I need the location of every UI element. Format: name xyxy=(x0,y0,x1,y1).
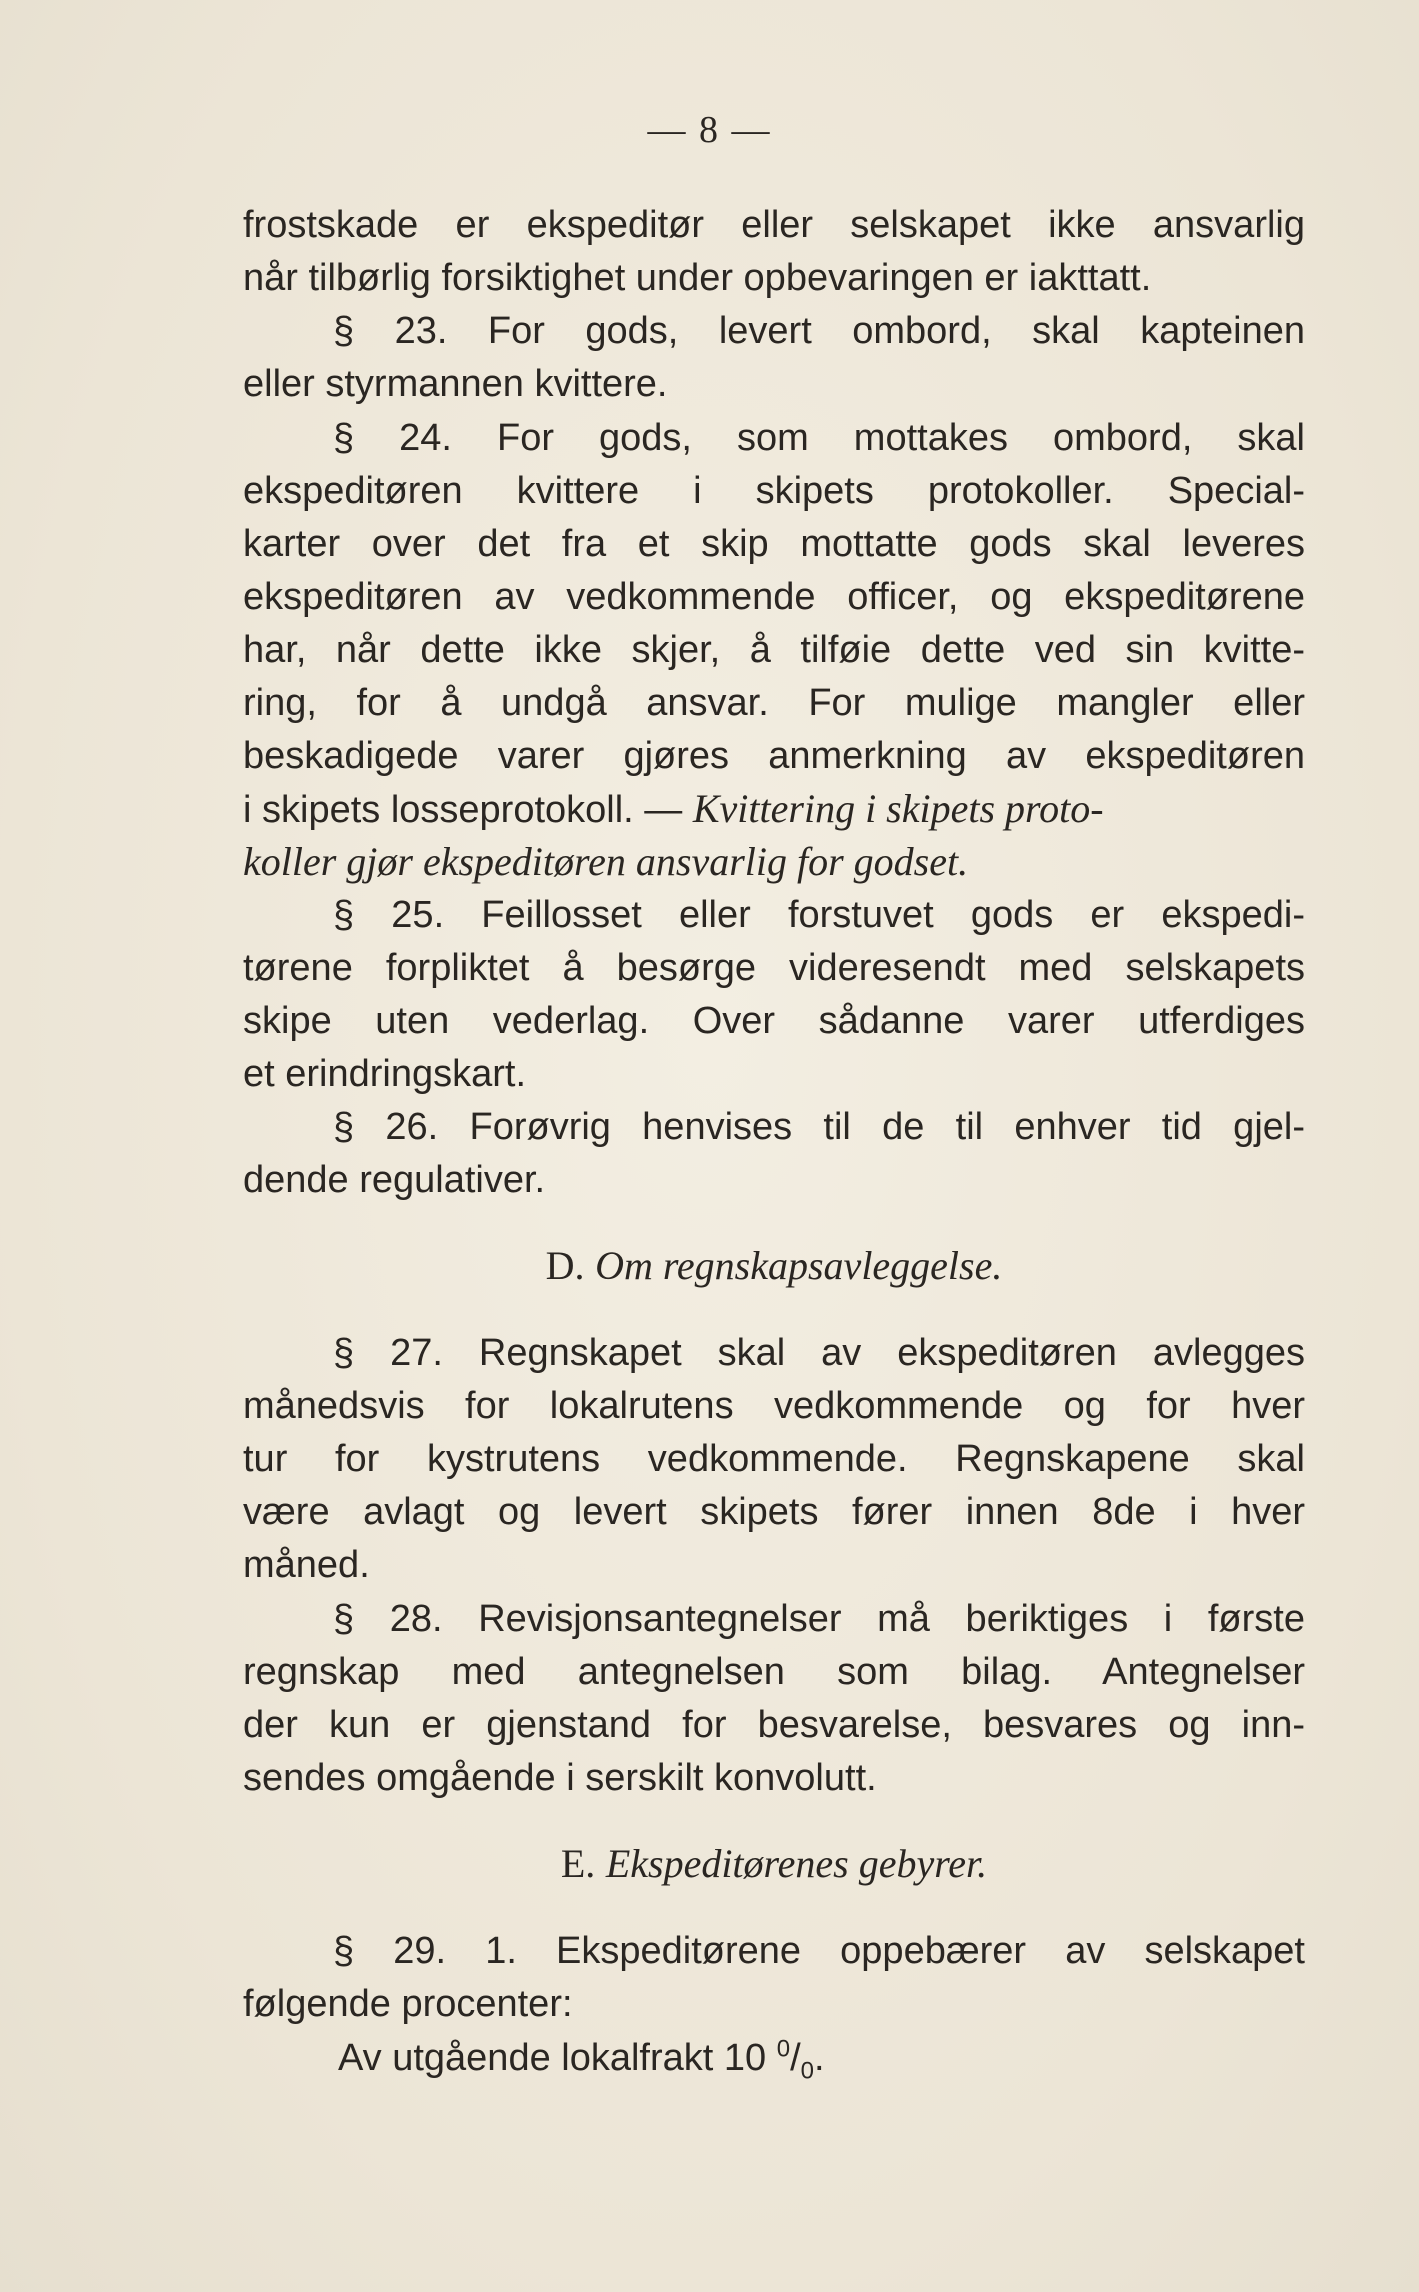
text-line: være avlagt og levert skipets fører innen 8de i hver xyxy=(243,1491,1305,1533)
text-line: frostskade er ekspeditør eller selskapet ikke ansvarlig xyxy=(243,204,1305,246)
section-heading-d xyxy=(243,1241,1305,1291)
text-line: måned. xyxy=(243,1544,370,1586)
text-span: Av utgående lokalfrakt 10 xyxy=(338,2037,767,2079)
italic-line: koller gjør ekspeditøren ansvarlig for godset. xyxy=(243,839,969,884)
section-heading-e xyxy=(243,1839,1305,1889)
text-line: ekspeditøren av vedkommende officer, og ekspeditørene xyxy=(243,576,1305,618)
text-line: eller styrmannen kvittere. xyxy=(243,363,668,405)
text-line: skipe uten vederlag. Over sådanne varer utferdiges xyxy=(243,1000,1305,1042)
text-line: følgende procenter: xyxy=(243,1983,573,2025)
text-line: når tilbørlig forsiktighet under opbevaringen er iakttatt. xyxy=(243,257,1152,299)
heading-title: Ekspeditørenes gebyrer. xyxy=(605,1841,988,1886)
text-span: i skipets losseprotokoll. — xyxy=(243,789,683,831)
page-number: — 8 — xyxy=(647,109,772,151)
text-line: har, når dette ikke skjer, å tilføie dette ved sin kvitte- xyxy=(243,629,1305,671)
section-23-line: § 23. For gods, levert ombord, skal kapteinen xyxy=(333,310,1305,352)
heading-title: Om regnskapsavleggelse. xyxy=(595,1243,1003,1288)
text-line: sendes omgående i serskilt konvolutt. xyxy=(243,1757,877,1799)
heading-letter: D. xyxy=(545,1243,585,1288)
text-line xyxy=(243,784,1305,834)
section-26-line: § 26. Forøvrig henvises til de til enhver tid gjel- xyxy=(333,1106,1305,1148)
text-line: dende regulativer. xyxy=(243,1159,546,1201)
text-line: der kun er gjenstand for besvarelse, besvares og inn- xyxy=(243,1704,1305,1746)
text-line: regnskap med antegnelsen som bilag. Antegnelser xyxy=(243,1651,1305,1693)
section-28-line: § 28. Revisjonsantegnelser må beriktiges i første xyxy=(333,1598,1305,1640)
percent-sign-bottom: 0 xyxy=(800,2057,814,2085)
text-line: beskadigede varer gjøres anmerkning av ekspeditøren xyxy=(243,735,1305,777)
section-29-line: § 29. 1. Ekspeditørene oppebærer av selskapet xyxy=(333,1930,1305,1972)
text-line: ring, for å undgå ansvar. For mulige mangler eller xyxy=(243,682,1305,724)
text-line: et erindringskart. xyxy=(243,1053,527,1095)
text-line: karter over det fra et skip mottatte gods skal leveres xyxy=(243,523,1305,565)
percent-sign-top: 0 xyxy=(776,2035,791,2063)
text-line: tørene forpliktet å besørge videresendt med selskapets xyxy=(243,947,1305,989)
section-24-line: § 24. For gods, som mottakes ombord, skal xyxy=(333,417,1305,459)
text-span: . xyxy=(814,2037,825,2079)
text-line: Av utgående lokalfrakt 10 $^0/_0$. xyxy=(338,2035,825,2085)
heading-letter: E. xyxy=(560,1841,596,1886)
italic-span: Kvittering i skipets proto- xyxy=(692,786,1104,831)
text-line: tur for kystrutens vedkommende. Regnskapene skal xyxy=(243,1438,1305,1480)
section-25-line: § 25. Feillosset eller forstuvet gods er ekspedi- xyxy=(333,894,1305,936)
text-line: månedsvis for lokalrutens vedkommende og for hver xyxy=(243,1385,1305,1427)
section-27-line: § 27. Regnskapet skal av ekspeditøren avlegges xyxy=(333,1332,1305,1374)
text-line: ekspeditøren kvittere i skipets protokoller. Special- xyxy=(243,470,1305,512)
